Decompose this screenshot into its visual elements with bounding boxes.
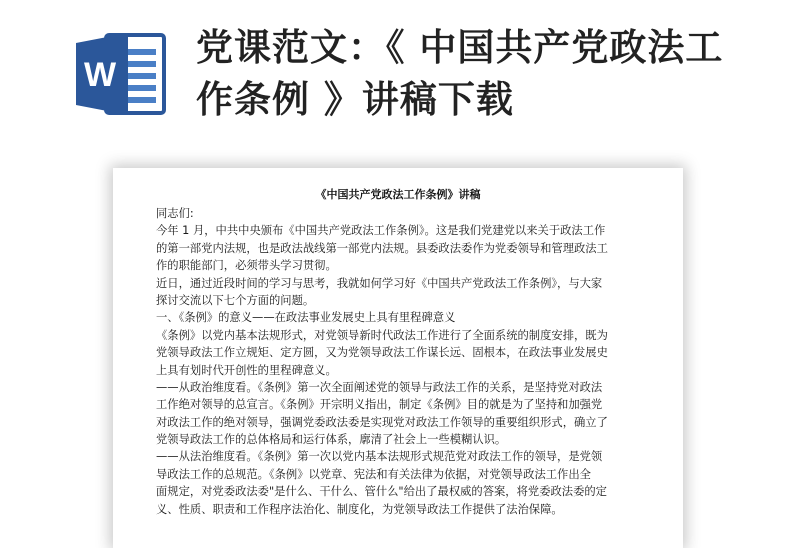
document-line: 作的职能部门，必须带头学习贯彻。 — [156, 259, 337, 273]
document-line: 同志们: — [156, 207, 194, 220]
document-line: 一、《条例》的意义——在政法事业发展史上具有里程碑意义 — [156, 311, 456, 325]
word-document-icon — [76, 33, 168, 115]
document-line: 的第一部党内法规，也是政法战线第一部党内法规。县委政法委作为党委领导和管理政法工 — [156, 241, 608, 255]
document-page-preview — [113, 168, 683, 548]
document-line: 《条例》以党内基本法规形式，对党领导新时代政法工作进行了全面系统的制度安排，既为 — [156, 328, 608, 342]
document-body — [156, 205, 656, 518]
document-line: 工作绝对领导的总宣言。《条例》开宗明义指出，制定《条例》目的就是为了坚持和加强党 — [156, 398, 603, 412]
document-title: 《中国共产党政法工作条例》讲稿 — [315, 188, 481, 201]
document-line: 义、性质、职责和工作程序法治化、制度化，为党领导政法工作提供了法治保障。 — [156, 502, 563, 516]
header — [0, 0, 800, 150]
document-line: ——从政治维度看。《条例》第一次全面阐述党的领导与政法工作的关系，是坚持党对政法 — [156, 380, 603, 394]
document-line: 近日，通过近段时间的学习与思考，我就如何学习好《中国共产党政法工作条例》，与大家 — [156, 276, 603, 290]
page-title-line-2: 作条例 》讲稿下载 — [196, 78, 514, 121]
document-line: ——从法治维度看。《条例》第一次以党内基本法规形式规范党对政法工作的领导，是党领 — [156, 450, 603, 464]
document-line: 探讨交流以下七个方面的问题。 — [156, 293, 315, 307]
document-line: 今年 1 月，中共中央颁布《中国共产党政法工作条例》。这是我们党建党以来关于政法工作 — [156, 224, 606, 238]
word-icon-letter: W — [83, 56, 117, 94]
page-title — [196, 22, 756, 126]
document-line: 导政法工作的总规范。《条例》以党章、宪法和有关法律为依据，对党领导政法工作出全 — [156, 467, 591, 481]
page-title-line-1: 党课范文：《 中国共产党政法工 — [196, 26, 724, 69]
document-line: 党领导政法工作立规矩、定方圆，又为党领导政法工作谋长远、固根本，在政法事业发展史 — [156, 346, 608, 360]
document-line: 对政法工作的绝对领导，强调党委政法委是实现党对政法工作领导的重要组织形式，确立了 — [156, 415, 608, 429]
document-line: 面规定，对党委政法委"是什么、干什么、管什么"给出了最权威的答案，将党委政法委的定 — [156, 485, 607, 499]
document-line: 上具有划时代开创性的里程碑意义。 — [156, 363, 337, 377]
document-line: 党领导政法工作的总体格局和运行体系，廓清了社会上一些模糊认识。 — [156, 433, 507, 447]
